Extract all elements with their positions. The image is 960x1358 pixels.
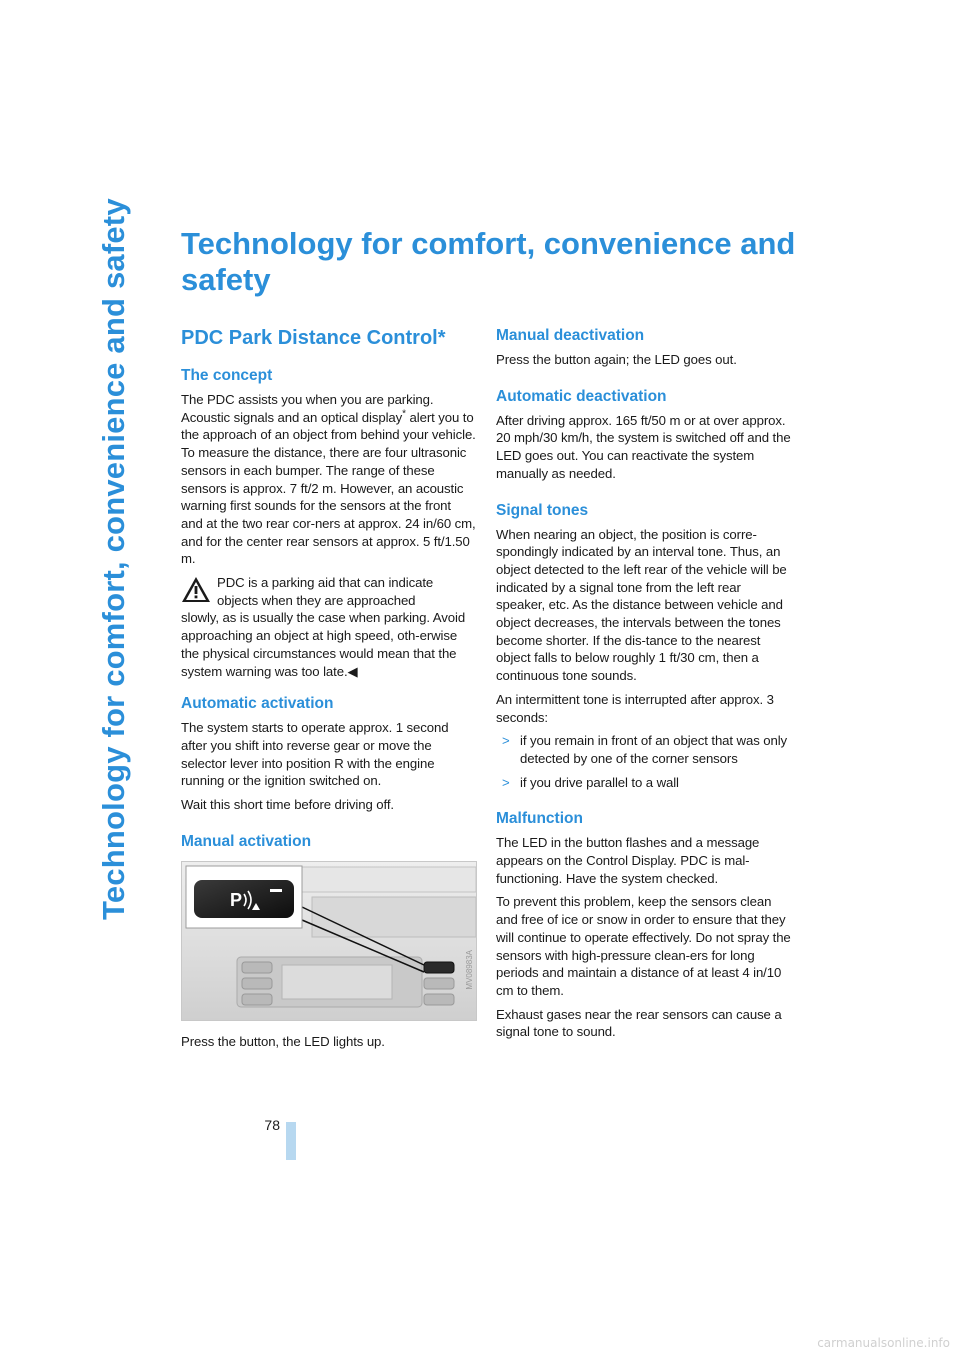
svg-text:P: P [230, 889, 243, 910]
end-mark-icon: ◀ [347, 663, 358, 679]
section-title: PDC Park Distance Control* [181, 327, 446, 349]
warning-text [181, 574, 476, 680]
auto-activation-p1: The system starts to operate approx. 1 second after you shift into reverse gear or move the selector lever into position R with the engine running or the ignition switched on. [181, 720, 449, 789]
list-item-text: if you remain in front of an object that was only detected by one of the corner sensors [520, 733, 788, 766]
manual-deactivation-section [496, 326, 791, 369]
concept-section [181, 366, 476, 680]
signal-tones-heading: Signal tones [496, 501, 589, 519]
manual-activation-heading: Manual activation [181, 832, 312, 850]
malfunction-p2: To prevent this problem, keep the sensors clean and free of ice or snow in order to ensure that they will continue to operate effectively. Do not spray the sensors with high-pressure clean-ers for long periods and maintain a distance of at least 4 in/10 cm to them. [496, 894, 791, 998]
image-code: MV08983A [465, 949, 474, 990]
malfunction-p1: The LED in the button flashes and a message appears on the Control Display. PDC is mal-functioning. Have the system checked. [496, 835, 760, 886]
list-item [496, 774, 791, 792]
signal-tones-p1: When nearing an object, the position is corre-spondingly indicated by an interval tone. Thus, an object detected to the left rear of the vehicle will be indicated by a signal tone from the left rear speaker, etc. As the distance between vehicle and object decreases, the intervals between the tones become shorter. If the dis-tance to the nearest object falls to below roughly 1 ft/30 cm, then a continuous tone sounds. [496, 526, 787, 684]
page-number: 78 [264, 1117, 280, 1133]
malfunction-p3: Exhaust gases near the rear sensors can cause a signal tone to sound. [496, 1006, 782, 1040]
signal-tones-p2: An intermittent tone is interrupted after approx. 3 seconds: [496, 691, 774, 725]
side-tab [86, 198, 156, 920]
auto-deactivation-heading: Automatic deactivation [496, 387, 667, 405]
manual-activation-section [181, 832, 476, 1051]
signal-tones-list [496, 732, 791, 791]
manual-deactivation-p1: Press the button again; the LED goes out. [496, 352, 737, 367]
manual-deactivation-heading: Manual deactivation [496, 327, 645, 344]
malfunction-section [496, 809, 791, 1041]
bullet-marker: > [502, 733, 510, 749]
concept-text-b: alert you to the approach of an object from behind your vehicle. To measure the distance, there are four ultrasonic sensors in each bumper. The range of these sensors is approx. 7 ft/2 m. However, an acoustic warning first sounds for the sensors at the front and at the two rear cor-ners at approx. 24 in/60 cm, and for the center rear sensors at approx. 5 ft/1.50 m. [181, 409, 476, 567]
auto-activation-heading: Automatic activation [181, 695, 334, 713]
optional-equipment-star: * [402, 408, 406, 420]
page-marker-bar [286, 1122, 296, 1160]
concept-text [181, 391, 476, 568]
warning-line2: objects when they are approached [217, 592, 416, 608]
auto-activation-section [181, 694, 476, 814]
list-item-text: if you drive parallel to a wall [520, 774, 679, 790]
right-column [496, 326, 791, 1059]
left-column [181, 326, 476, 1068]
concept-text-a: The PDC assists you when you are parking. Acoustic signals and an optical display [181, 392, 434, 425]
malfunction-heading: Malfunction [496, 810, 583, 828]
dashboard-console-image [182, 862, 476, 1020]
warning-note [181, 574, 476, 680]
list-item [496, 732, 791, 767]
warning-rest-text: slowly, as is usually the case when parking. Avoid approaching an object at high speed, oth-erwise the physical circumstances would mean that the system warning was too late. [181, 610, 466, 679]
concept-heading: The concept [181, 367, 273, 384]
watermark: carmanualsonline.info [817, 1336, 950, 1350]
signal-tones-section [496, 501, 791, 792]
side-tab-label: Technology for comfort, convenience and safety [96, 198, 131, 920]
page-title: Technology for comfort, convenience and safety [181, 226, 796, 297]
auto-deactivation-p1: After driving approx. 165 ft/50 m or at over approx. 20 mph/30 km/h, the system is switched off and the LED goes out. You can reactivate the system manually as needed. [496, 412, 791, 481]
warning-triangle-icon [181, 576, 211, 603]
pdc-button-illustration [181, 861, 477, 1021]
manual-activation-caption: Press the button, the LED lights up. [181, 1033, 385, 1049]
warning-rest [181, 609, 476, 680]
auto-deactivation-section [496, 387, 791, 483]
bullet-marker: > [502, 774, 510, 790]
warning-line1: PDC is a parking aid that can indicate [217, 575, 434, 591]
auto-activation-p2: Wait this short time before driving off. [181, 797, 394, 813]
